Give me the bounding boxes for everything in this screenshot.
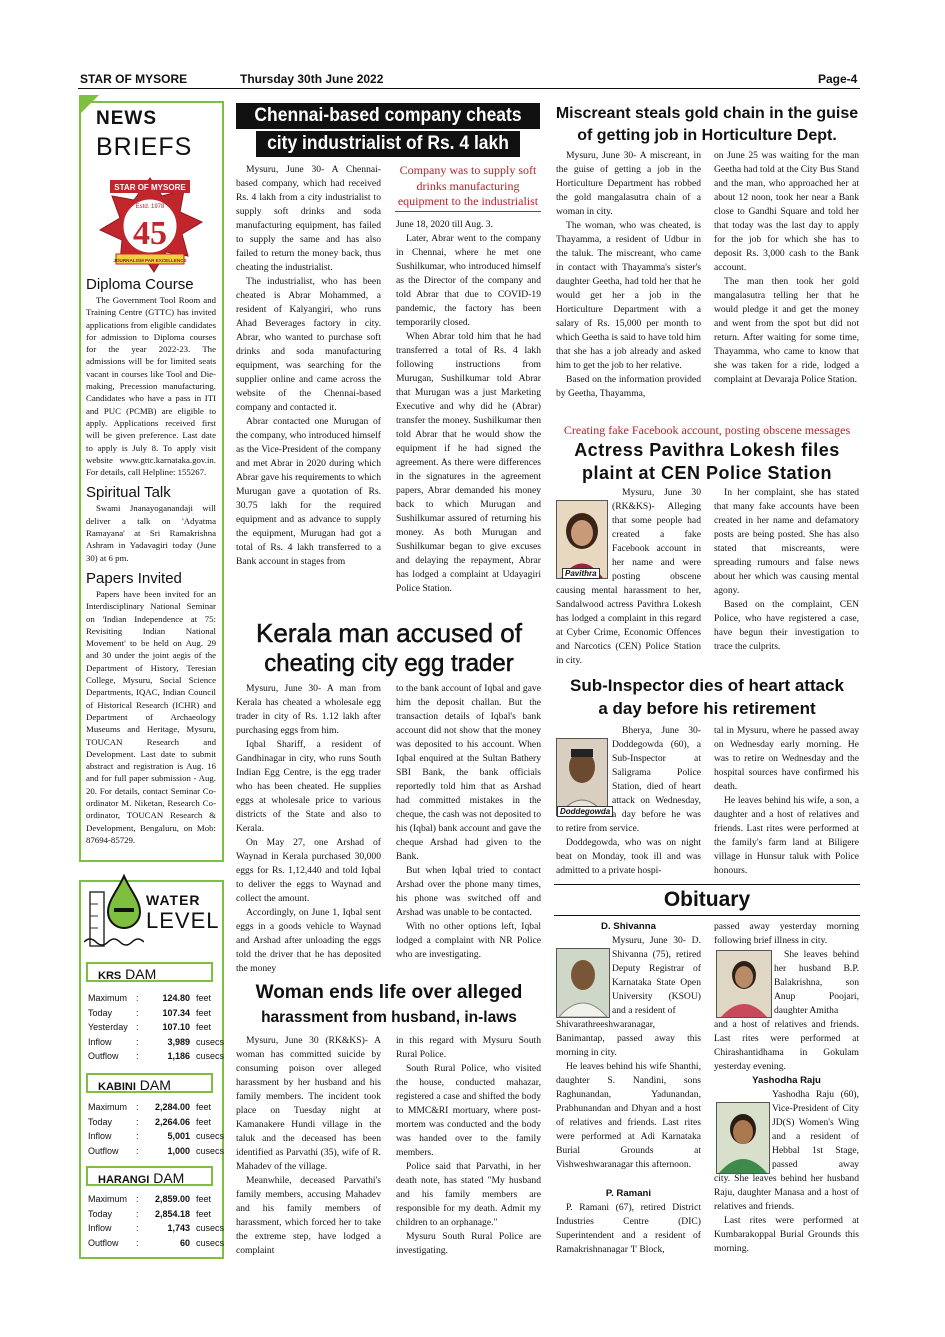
ramani-cont-rest [714,1018,859,1074]
shivanna-col-top [612,934,701,1018]
chennai-headline-line1-bg [236,103,540,129]
krs-dam-label: KRS DAM [86,962,213,982]
woman-p1: Mysuru, June 30 (RK&KS)- A woman has committed suicide by consuming poison over alleged harassment by her husband and his family members. The incident took place on Tuesday night at Kamanakere Hundi village in the taluk and the deceased has been identified as Parvathi (35), wife of R. Mahadev of the village. [236,1035,381,1172]
harangi-dam-label: HARANGI DAM [86,1166,213,1186]
chennai-p2: The industrialist, who has been cheated is Abrar Mohammed, a resident of Kalyangiri, who runs Ahad Beverages factory in city. Abrar, who wanted to purchase soft drinks and soda manufacturing equipment, was searching for the supplier online and came across the website of the Chennai-based company and contacted it. [236,276,381,413]
ramani-p2: passed away yesterday morning following brief illness in city. [714,921,859,946]
chennai-col1 [236,163,381,613]
paper-name: STAR OF MYSORE [80,72,188,86]
doddegowda-photo [556,738,608,816]
pavithra-caption: Pavithra [562,568,600,579]
ramani-cont-top [714,920,859,948]
yashodha-p1: Yashodha Raju (60), Vice-President of City JD(S) Women's Wing and a resident of Hebbal 1st Stage, passed away [772,1089,859,1170]
ramani-photo [716,950,772,1018]
logo-estd-text: Estd. 1978 [135,204,165,210]
shivanna-name: D. Shivanna [601,921,656,932]
brief-head-papers: Papers Invited [86,569,182,587]
ramani-p1: P. Ramani (67), retired District Industries Centre (DIC) Superintendent and a resident of Ramakrishnanagar 'I' Block, [556,1202,701,1255]
table-row: Maximum : 124.80 feet [88,993,212,1003]
briefs-title-news: NEWS [96,108,157,129]
woman-headline-line1: Woman ends life over alleged [255,982,523,1003]
miscreant-p4: on June 25 was waiting for the man Geetha had told at the City Bus Stand and the man, who approached her at about 12 noon, took her near a Bank close to Gandhi Square and told her that today was the last day to apply for the job for which she has to deposit Rs. 3,000 cash to the Bank account. [714,150,859,273]
miscreant-headline-line2: of getting job in Horticulture Dept. [577,127,837,144]
woman-p6: Mysuru South Rural Police are investigating. [396,1231,541,1256]
pavithra-headline-line1: Actress Pavithra Lokesh files [574,440,840,460]
table-row: Outflow : 1,000 cusecs [88,1145,225,1156]
kabini-dam-table [88,1100,225,1158]
briefs-title-briefs: BRIEFS [96,133,193,161]
pavithra-headline-line2: plaint at CEN Police Station [581,463,833,483]
shivanna-col-rest [556,1018,701,1186]
yashodha-photo [716,1102,770,1174]
kerala-headline-line2: cheating city egg trader [264,650,514,677]
si-col1-rest [556,822,701,878]
logo-number: 45 [133,215,167,252]
si-col1-top [612,724,701,822]
kerala-p3: On May 27, one Arshad of Waynad in Kerala purchased 30,000 eggs for Rs. 1,12,440 and told Iqbal to deliver the eggs to Waynad and collect the amount. [236,837,381,904]
miscreant-col1 [556,149,701,419]
si-headline-line2: a day before his retirement [598,699,816,718]
kerala-p1: Mysuru, June 30- A man from Kerala has cheated a wholesale egg trader in city of Rs. 1.12 lakh after purchasing eggs from him. [236,683,381,736]
obituary-title-rule [554,915,860,916]
ramani-cont-beside [774,948,859,1018]
chennai-headline-line2-bg [256,131,520,157]
yashodha-name: Yashodha Raju [752,1075,821,1086]
page-number: Page-4 [818,72,858,86]
pavithra-p2: causing mental harassment to her, Sandalwood actress Pavithra Lokesh has lodged a complaint in this regard at Cyber Crime, Economic Offences and Narcotics (CEN) Police Station in city. [556,585,701,666]
pavithra-p3: In her complaint, she has stated that many fake accounts have been created in her name and defamatory posts are being posted. She has also stated that miscreants, were spreading rumours and false news about her which was causing mental agony. [714,487,859,596]
water-drop-icon [84,872,144,952]
brief-head-diploma: Diploma Course [86,276,194,293]
kerala-p6: But when Iqbal tried to contact Arshad over the phone many times, his phone was switched off and Arshad was unable to be contacted. [396,865,541,918]
woman-col2 [396,1034,541,1260]
chennai-p3: Abrar contacted one Murugan of the company, who introduced himself as the Vice-President of the company and met Abrar in 2020 during which Abrar gave his requirements to which Murugan gave a quotation of Rs. 30.75 lakh for the required equipment and as advance to supply the equipment, Murugan had got a total of Rs. 4 lakh transferred to a Bank account in stages from [236,416,381,567]
ramani-p4: and a host of relatives and friends. Last rites were performed at Chirashantidhama in Gokulam yesterday evening. [714,1019,859,1072]
water-title-level: LEVEL [146,908,220,933]
woman-p3: in this regard with Mysuru South Rural Police. [396,1035,541,1060]
woman-headline-line2: harassment from husband, in-laws [261,1009,517,1026]
table-row: Outflow : 1,186 cusecs [88,1051,225,1062]
table-row: Outflow : 60 cusecs [88,1237,225,1248]
yashodha-col-top [772,1088,859,1172]
chennai-p1: Mysuru, June 30- A Chennai-based company, which had received Rs. 4 lakh from a city industrialist to supply soft drinks and soda manufacturing equipment, has failed to supply the same and has also failed to return the money back, thus cheating the industrialist. [236,164,381,273]
si-p3: Doddegowda, who was on night beat on Monday, took ill and was admitted to a private hospi- [556,837,701,876]
kerala-p2: Iqbal Shariff, a resident of Gandhinagar in city, who runs South Indian Egg Centre, is the egg trader who has been cheated. He supplies eggs at wholesale price to various districts of the State and also to Kerala. [236,739,381,834]
yashodha-col-rest [714,1172,859,1260]
miscreant-p5: The man then took her gold mangalasutra telling her that he would pledge it and get the money and went from the spot but did not return. After waiting for some time, Thayamma, who came to know that she was taken for a ride, lodged a complaint at Devaraja Police Station. [714,276,859,385]
obituary-title: Obituary [663,888,751,911]
si-p4: tal in Mysuru, where he passed away on Wednesday early morning. He was to retire on Wednesday and the hospital sources have confirmed his death. [714,725,859,792]
pavithra-col1-top [612,486,701,584]
table-row: Maximum : 2,284.00 feet [88,1102,212,1112]
pavithra-p1: Mysuru, June 30 (RK&KS)- Alleging that some people had created a fake Facebook account in her name and were posting obscene [612,487,701,582]
pavithra-kicker: Creating fake Facebook account, posting obscene messages [563,423,851,437]
kerala-headline-line1: Kerala man accused of [256,618,522,648]
chennai-p4: June 18, 2020 till Aug. 3. [396,219,494,230]
issue-date: Thursday 30th June 2022 [240,72,384,86]
table-row: Today : 2,264.06 feet [88,1116,212,1127]
brief-head-spiritual: Spiritual Talk [86,484,171,502]
shivanna-p1: Mysuru, June 30- D. Shivanna (75), retired Deputy Registrar of Karnataka State Open University (KSOU) and a resident of [612,935,701,1016]
harangi-dam-table [88,1192,225,1250]
obituary-rule [554,884,860,885]
woman-col1 [236,1034,381,1260]
chennai-pull-quote: Company was to supply soft drinks manufacturing equipment to the industrialist [395,163,541,212]
miscreant-p1: Mysuru, June 30- A miscreant, in the guise of getting a job in the Horticulture Department has robbed the gold mangalasutra chain of a woman in city. [556,150,701,217]
kerala-p4: Accordingly, on June 1, Iqbal sent eggs in a goods vehicle to Waynad and Arshad after unloading the eggs told the driver that he has deposited the money [236,907,381,974]
miscreant-p2: The woman, who was cheated, is Thayamma, a resident of Udbur in the taluk. The miscreant, who came in contact with Thayamma's sister's daughter Geetha, had told her that he would get her a job in the Horticulture Department with a salary of Rs. 15,000 per month to which Geetha is said to have told him that she has a job already and asked him to get the job to her relative. [556,220,701,371]
ramani-col [556,1201,701,1261]
miscreant-headline-line1: Miscreant steals gold chain in the guise [555,105,859,122]
table-row: Inflow : 1,743 cusecs [88,1223,225,1234]
chennai-headline-line1: Chennai-based company cheats [254,105,522,126]
star-of-mysore-45-logo [84,174,216,274]
si-headline-line1: Sub-Inspector dies of heart attack [570,676,844,695]
ramani-p3: She leaves behind her husband B.P. Balakrishna, son Anup Poojari, daughter Amitha [774,949,859,1016]
kerala-p7: With no other options left, Iqbal lodged a complaint with NR Police who are investigating. [396,921,541,960]
pavithra-col1-rest [556,584,701,668]
logo-top-text: STAR OF MYSORE [114,183,186,192]
woman-p4: South Rural Police, who visited the house, conducted mahazar, registered a case and shifted the body to MMC&RI mortuary, where post-mortem was conducted and the body was handed over to the family members. [396,1063,541,1158]
pavithra-col2 [714,486,859,668]
miscreant-col2 [714,149,859,419]
masthead-rule [78,88,860,89]
shivanna-photo [556,948,610,1018]
si-p1: Bherya, June 30- Doddegowda (60), a Sub-Inspector at Saligrama Police Station, died of heart attack on Wednesday, a day before he was [612,725,701,820]
table-row: Today : 2,854.18 feet [88,1208,212,1219]
kerala-col2 [396,682,541,977]
table-row: Yesterday : 107.10 feet [88,1022,212,1033]
logo-banner-text: JOURNALISM PAR EXCELLENCE [113,258,187,263]
brief-body-diploma: The Government Tool Room and Training Centre (GTTC) has invited applications from eligible candidates for admission to Diploma courses for the year 2022-23. The admissions will be for limited seats vacant in courses like Tool and Die-making, Precession manufacturing. Candidates who have a pass in ITI and PUC (PCMB) are eligible to apply. Applications received first will be given preference. Last date to apply is July 8. To apply visit website www.gttc.karnataka.gov.in. For details, call Helpline: 155267. [86,295,216,478]
table-row: Today : 107.34 feet [88,1007,212,1018]
si-col2 [714,724,859,878]
table-row: Maximum : 2,859.00 feet [88,1194,212,1204]
miscreant-p3: Based on the information provided by Geetha, Thayamma, [556,374,701,399]
table-row: Inflow : 5,001 cusecs [88,1131,225,1142]
woman-p5: Police said that Parvathi, in her death note, has stated "My husband and his family members are responsible for my death. Admit my children to an orphanage." [396,1161,541,1228]
briefs-items [86,276,216,856]
table-row: Inflow : 3,989 cusecs [88,1036,225,1047]
si-p5: He leaves behind his wife, a son, a daughter and a host of relatives and friends. Last rites were performed at the family's farm land at Biligere village in Hunsur taluk with Police honours. [714,795,859,876]
si-p2: to retire from service. [556,823,640,834]
kabini-dam-label: KABINI DAM [86,1073,213,1093]
water-title-water: WATER [146,892,201,908]
shivanna-p3: He leaves behind his wife Shanthi, daughter S. Nandini, sons Raghunandan, Yadunandan, Prabhunandan and Dhyan and a host of relatives and friends. Last rites were performed at Adi Karnataka Burial Grounds at Vishweshwaranagar this afternoon. [556,1061,701,1170]
kerala-col1 [236,682,381,977]
doddegowda-caption: Doddegowda [557,806,613,817]
chennai-p5: Later, Abrar went to the company in Chennai, where he met one Sushilkumar, who introduced himself as the Director of the company and told Abrar that due to COVID-19 pandemic, the factory has been temporarily closed. [396,233,541,328]
yashodha-p2: city. She leaves behind her husband Raju, daughter Manasa and a host of relatives and friends. [714,1173,859,1212]
chennai-p6: When Abrar told him that he had transferred a total of Rs. 4 lakh following instructions from Murugan, Sushilkumar told Abrar that Murugan was a just Marketing Executive and why did he (Abrar) transfer the money. Sushilkumar then told Abrar that he would show the equipment if he had signed the agreement. As there were differences in the signatures in the agreement papers, Abrar demanded his money back to which Murugan and Sushilkumar assured of returning his money. As both Murugan and Sushilkumar began to give excuses and delaying the repayment, Abrar has lodged a complaint at Udayagiri Police Station. [396,331,541,594]
woman-p2: Meanwhile, deceased Parvathi's family members, accusing Mahadev and his family members of harassment, which forced her to take the extreme step, have lodged a complaint [236,1175,381,1256]
ramani-name: P. Ramani [605,1188,652,1199]
brief-body-papers: Papers have been invited for an Interdisciplinary National Seminar on 'Indian Independence at 75: Revisiting Indian National Movement' to be held on Aug. 29 and 30 under the joint aegis of the Department of History, Teresian College, Mysuru, Social Science Departments, IQAC, Indian Council of Historical Research (ICHR) and Department of Archaeology Museums and Heritage, Mysuru, TOUCAN Research and Development. Last date to submit abstract and registration is Aug. 16 and for full paper submission - Aug. 20. For details, contact Seminar Co-ordinator M. Niketan, Research Co-ordinator, TOUCAN Research & Development, Bengaluru, on Mob: 87694-85729. [86,588,216,845]
krs-dam-table [88,991,225,1064]
shivanna-p2: Shivarathreeshwaranagar, Banimantap, passed away this morning in city. [556,1019,701,1058]
chennai-headline-line2: city industrialist of Rs. 4 lakh [267,133,509,154]
brief-body-spiritual: Swami Jnanayoganandaji will deliver a talk on 'Adyatma Ramayana' at Sri Ramakrishna Ashram in Yadavagiri today (June 30) at 6 pm. [86,503,216,563]
chennai-col2 [396,218,541,614]
kerala-p5: to the bank account of Iqbal and gave him the deposit challan. But the transaction details of Iqbal's bank account did not show that the money was deposited to his account. When Iqbal enquired at the Sultan Bathery SBI Bank, the bank officials reportedly told him that as Arshad had committed mistakes in the cheque, the cash was not deposited to his (Iqbal) bank account and gave the cheque Arshad had given to the Bank. [396,683,541,862]
pavithra-p4: Based on the complaint, CEN Police, who have registered a case, have begun their investigation to trace the culprits. [714,599,859,652]
yashodha-p3: Last rites were performed at Kumbarakoppal Burial Grounds this morning. [714,1215,859,1254]
